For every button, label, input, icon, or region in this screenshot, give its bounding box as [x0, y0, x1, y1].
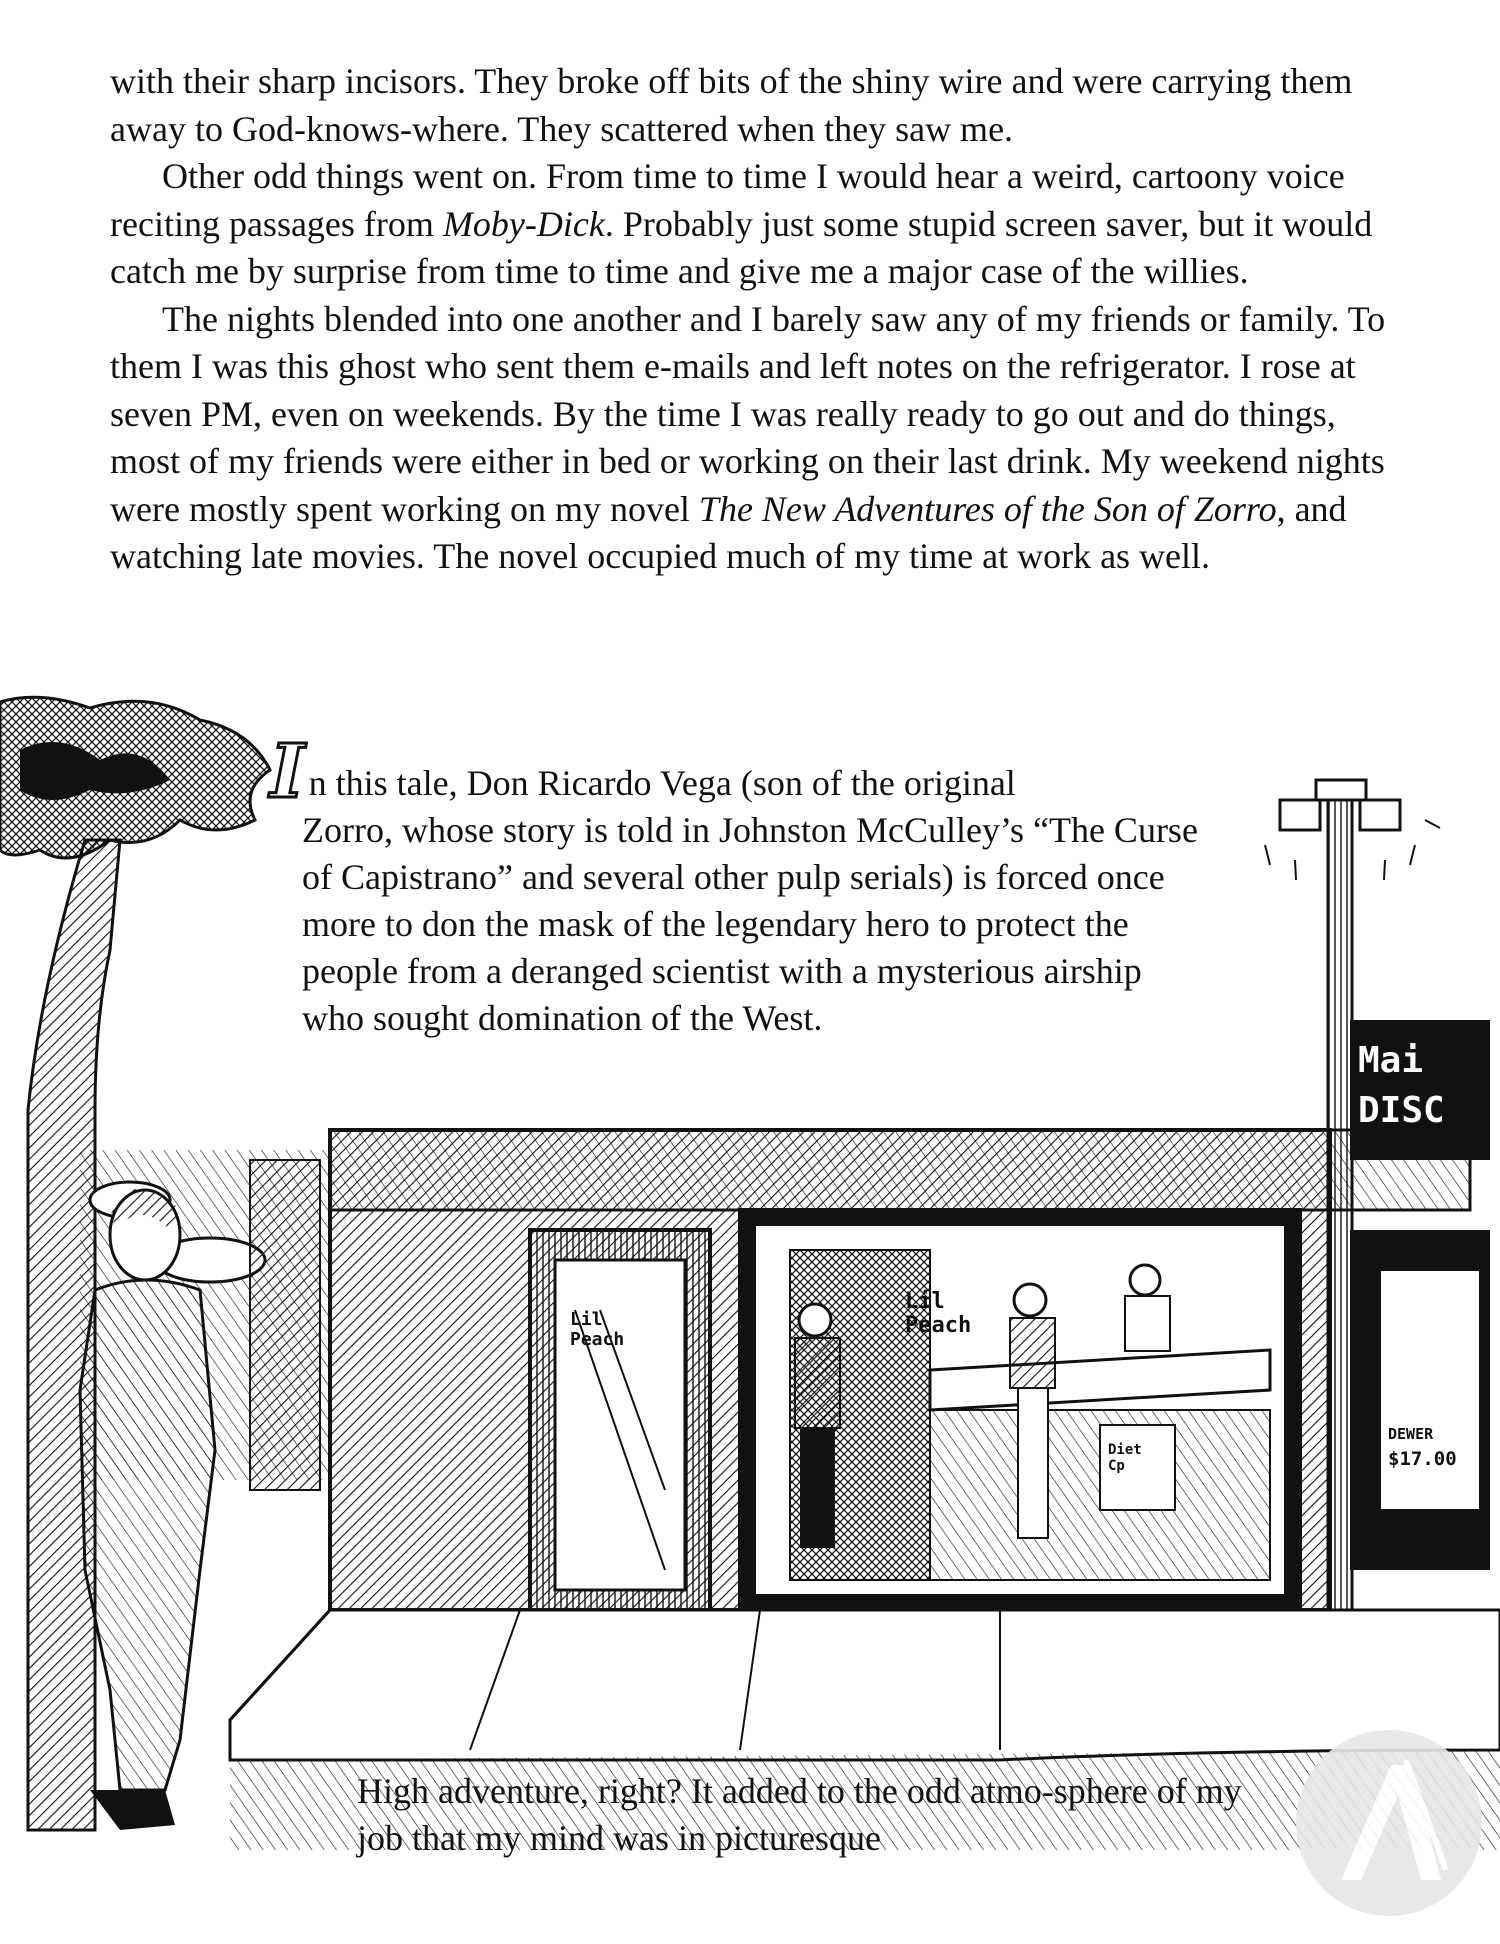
- price-value: $17.00: [1388, 1448, 1457, 1470]
- poster-text: Diet Cp: [1108, 1442, 1142, 1474]
- paragraph-1: with their sharp incisors. They broke off bits of the shiny wire and were carrying them away to God-knows-where. They scattered when they saw me.: [110, 61, 1353, 149]
- door-sign: Lil Peach: [570, 1309, 625, 1350]
- price-brand: DEWER: [1388, 1425, 1434, 1443]
- caption-bottom: High adventure, right? It added to the odd atmo-sphere of my job that my mind was in picturesque: [357, 1771, 1242, 1858]
- p2-text-b: . Probably just some stupid screen saver, but it would catch me by surprise from time to time and give me a major case of the willies.: [110, 203, 1373, 291]
- drop-cap: I: [270, 729, 305, 815]
- paragraph-2: [110, 153, 1410, 296]
- p2-title: Moby-Dick: [442, 203, 605, 244]
- window-sign: Lil Peach: [905, 1289, 972, 1338]
- watermark-logo: [1296, 1730, 1482, 1916]
- paragraph-3: [110, 296, 1410, 581]
- watermark-a-icon: [1296, 1730, 1482, 1916]
- p3-text-b: , and watching late movies. The novel occupied much of my time at work as well.: [110, 488, 1347, 576]
- prose-block: [110, 58, 1410, 581]
- storefront: [330, 1130, 1470, 1610]
- p3-text-a: The nights blended into one another and I barely saw any of my friends or family. To them I was this ghost who sent them e-mails and left notes on the refrigerator. I rose at seven PM, even on weekends. By the time I was really ready to go out and do things, most of my friends were either in bed or working on their last drink. My weekend nights were mostly spent working on my novel: [110, 298, 1386, 529]
- neighbor-sign-2: DISC: [1358, 1090, 1445, 1131]
- caption-top-rest: Zorro, whose story is told in Johnston McCulley’s “The Curse of Capistrano” and several other pulp serials) is forced once more to don the mask of the legendary hero to protect the people from a deranged scientist with a mysterious airship who sought domination of the West.: [302, 810, 1198, 1038]
- caption-top: [270, 729, 1210, 1042]
- neighbor-sign-1: Mai: [1358, 1040, 1424, 1081]
- p3-title: The New Adventures of the Son of Zorro: [698, 488, 1277, 529]
- p2-text-a: Other odd things went on. From time to time I would hear a weird, cartoony voice reciting passages from: [110, 156, 1345, 244]
- tree-canopy: [0, 697, 270, 858]
- caption-top-line1: n this tale, Don Ricardo Vega (son of the original: [308, 763, 1016, 803]
